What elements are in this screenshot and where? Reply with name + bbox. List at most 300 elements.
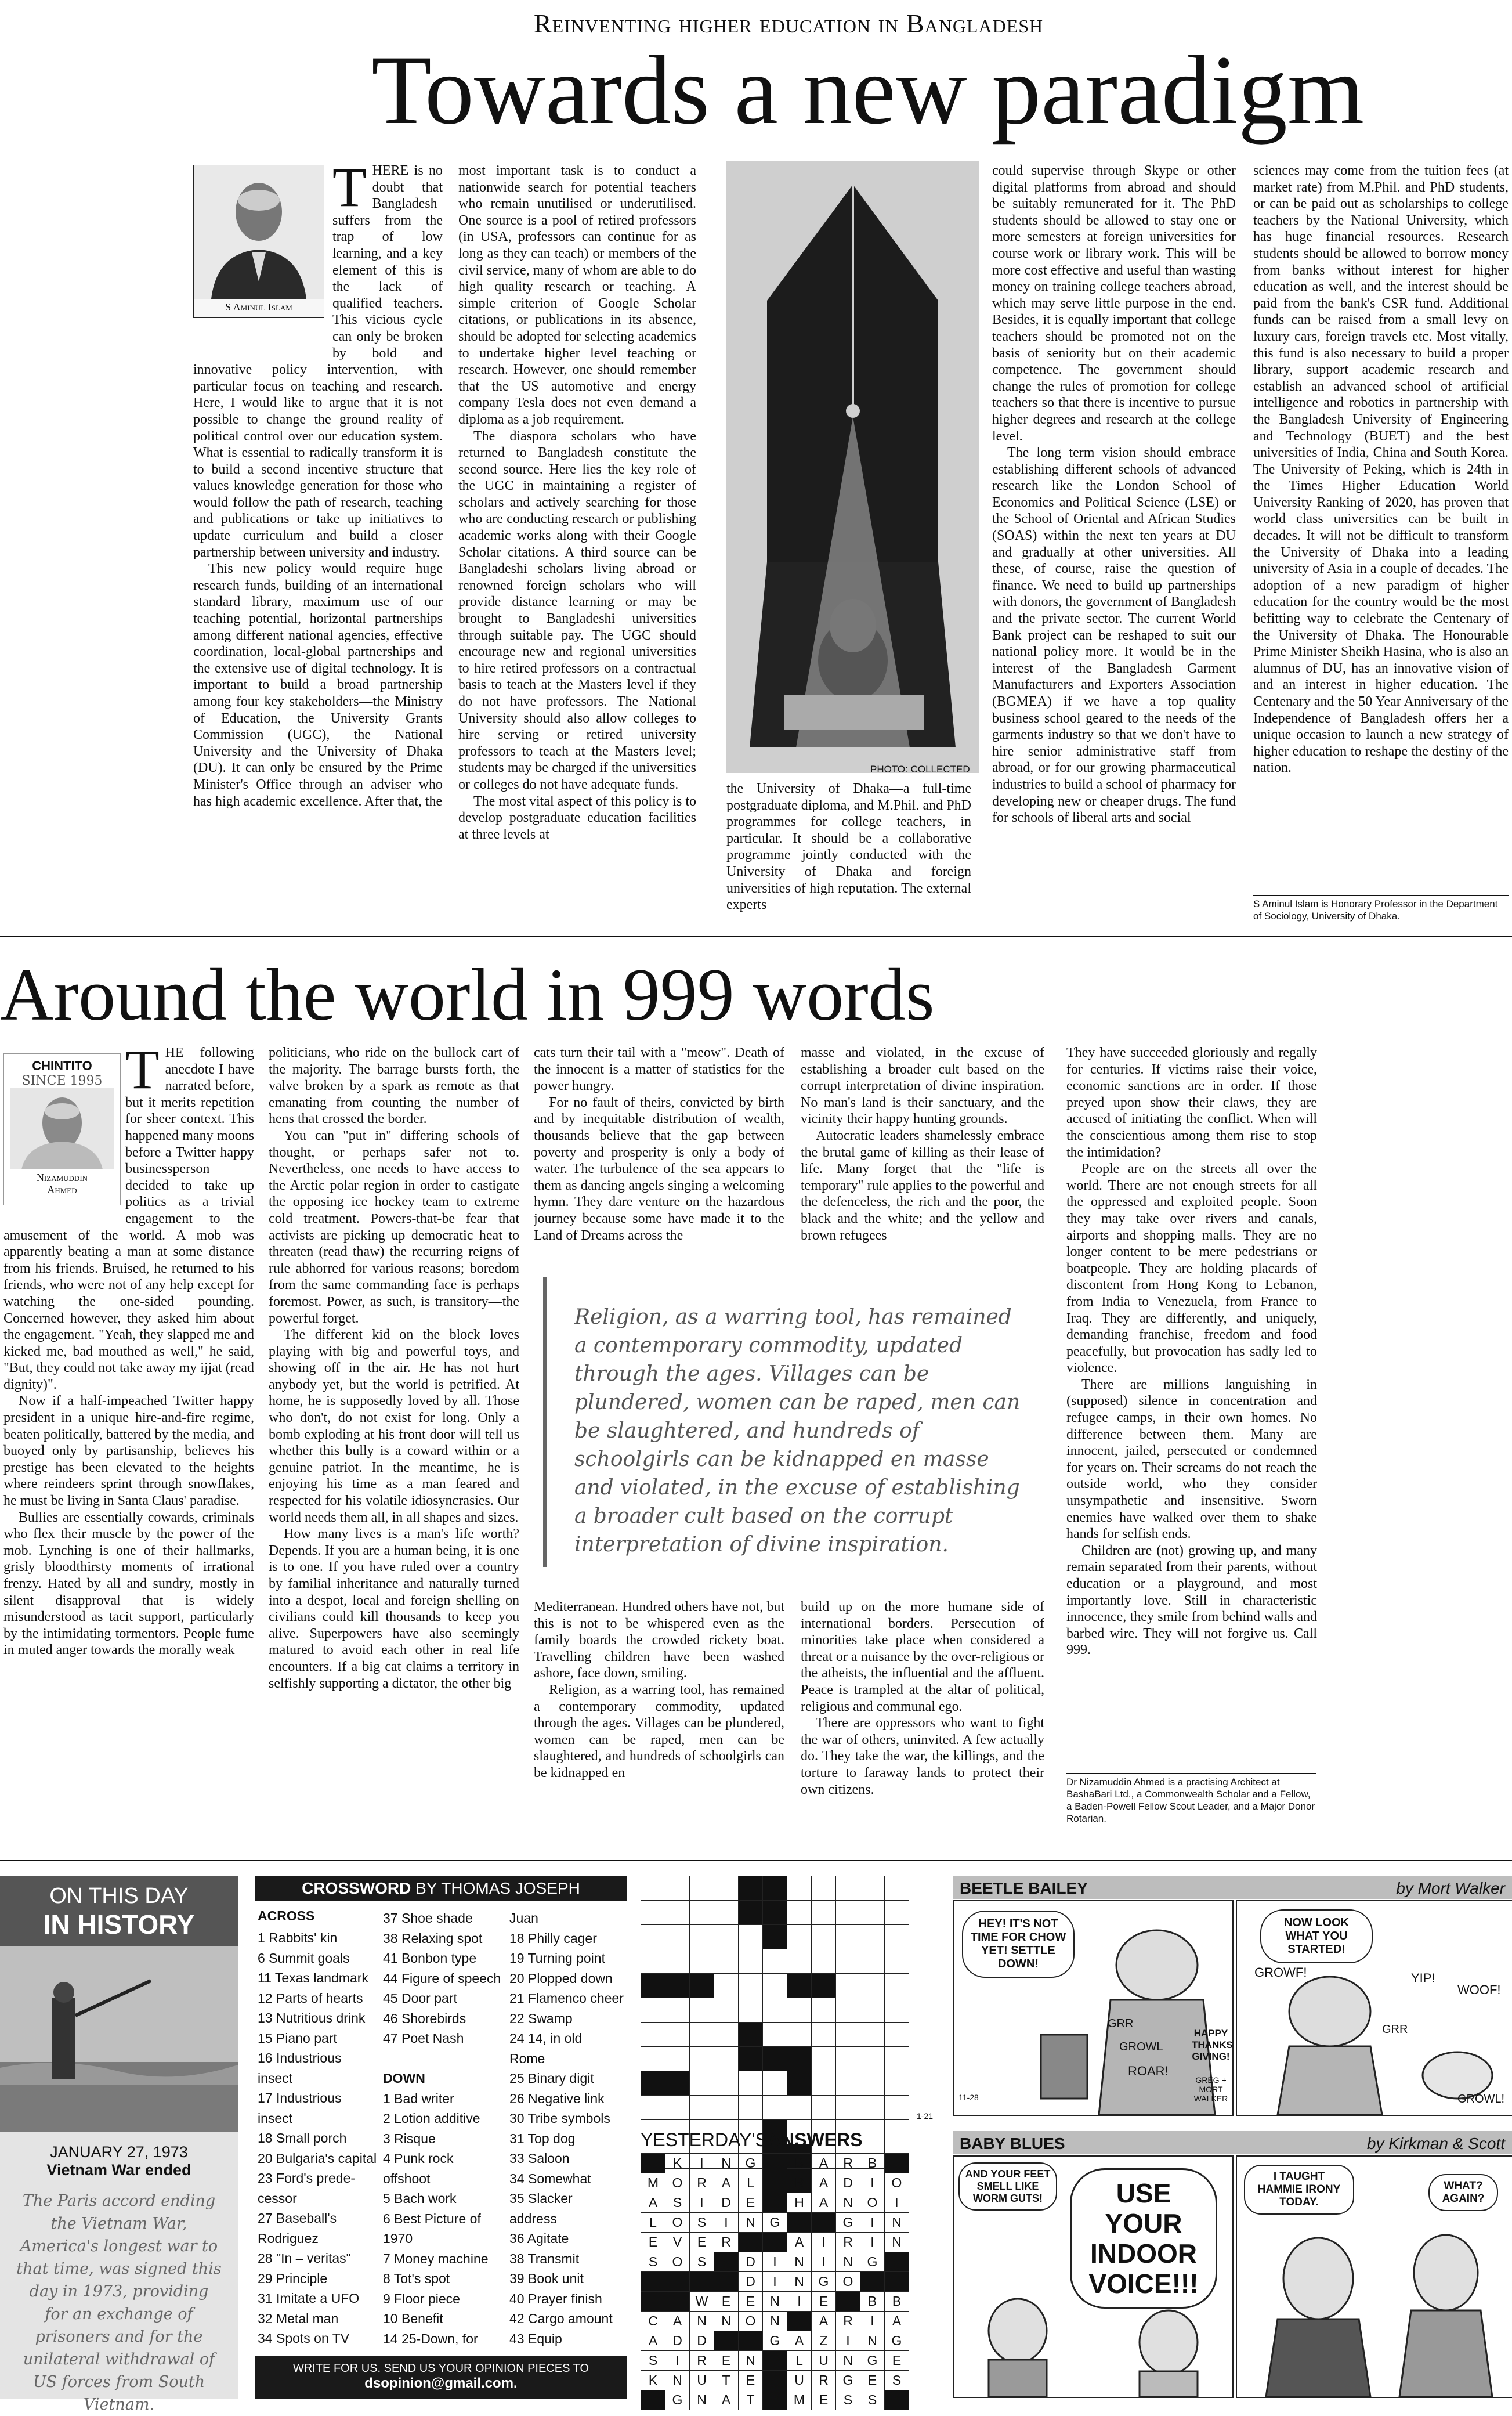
grid-block: [739, 1901, 763, 1925]
grid-cell[interactable]: [690, 1949, 714, 1974]
clue-item: 13 Nutritious drink: [258, 2010, 366, 2025]
grid-cell[interactable]: [641, 2023, 665, 2047]
clue-item: 38 Transmit: [509, 2251, 580, 2266]
grid-cell[interactable]: [787, 1949, 812, 1974]
grid-cell[interactable]: [836, 1974, 860, 1998]
answer-cell: D: [690, 2331, 714, 2351]
clue-item: 20 Bulgaria's capital: [258, 2150, 377, 2166]
answer-cell: M: [641, 2173, 665, 2193]
grid-cell[interactable]: [665, 1998, 690, 2023]
article2-column-3b: [534, 1599, 784, 1825]
answer-cell: R: [836, 2233, 860, 2252]
grid-cell[interactable]: [860, 2120, 885, 2144]
grid-cell[interactable]: [836, 2071, 860, 2096]
answer-cell: L: [787, 2351, 812, 2371]
grid-cell[interactable]: [641, 1901, 665, 1925]
pullquote-bar: [543, 1277, 547, 1567]
answer-cell: N: [836, 2193, 860, 2213]
grid-cell[interactable]: [763, 1949, 787, 1974]
clue-item: 9 Floor piece: [383, 2291, 460, 2306]
grid-cell[interactable]: [714, 1876, 739, 1901]
comic-title: BEETLE BAILEY: [960, 1879, 1088, 1897]
grid-cell[interactable]: [641, 2047, 665, 2071]
section-divider: [0, 1860, 1512, 1861]
answer-cell: I: [763, 2272, 787, 2292]
answer-cell: O: [860, 2193, 885, 2213]
answer-cell: L: [739, 2173, 763, 2193]
answer-cell: A: [812, 2154, 836, 2173]
clue-item: 14 25-Down, for: [383, 2331, 478, 2346]
answer-cell: I: [787, 2292, 812, 2312]
grid-cell[interactable]: [787, 1901, 812, 1925]
baby-blues-panel-2: [1236, 2155, 1512, 2398]
grid-cell[interactable]: [836, 2047, 860, 2071]
clue-item: 31 Top dog: [509, 2130, 576, 2146]
grid-cell[interactable]: [690, 1901, 714, 1925]
grid-cell[interactable]: [885, 1974, 909, 1998]
paragraph: There are millions languishing in (supposed) silence in concentration and refugee camps, in their own homes. No difference between them. Many are innocent, jailed, persecuted or condemned for years on. Their screams do not reach the outside world, who they consider unsympathetic and insensitive. Sworn enemies have walked over them to shake hands for selfish ends.: [1066, 1377, 1317, 1542]
clue-item: 40 Prayer finish: [509, 2291, 602, 2306]
column-since: SINCE 1995: [21, 1074, 103, 1088]
answer-cell: A: [812, 2173, 836, 2193]
answer-cell: G: [860, 2351, 885, 2371]
clue-item: 36 Agitate: [509, 2231, 569, 2246]
grid-cell[interactable]: [860, 1949, 885, 1974]
answer-block: [885, 2252, 909, 2272]
grid-cell[interactable]: [714, 1925, 739, 1949]
sound-effect: GROWF!: [1254, 1965, 1307, 1980]
answer-cell: S: [860, 2390, 885, 2410]
grid-cell[interactable]: [690, 1925, 714, 1949]
answer-block: [885, 2272, 909, 2292]
grid-cell[interactable]: [812, 1998, 836, 2023]
answer-cell: O: [836, 2272, 860, 2292]
grid-cell[interactable]: [739, 1925, 763, 1949]
grid-block: [641, 2071, 665, 2096]
footer-email[interactable]: dsopinion@gmail.com.: [364, 2375, 518, 2391]
article-kicker: Reinventing higher education in Bangladesh: [534, 9, 1044, 38]
paragraph: You can "put in" differing schools of thought, or perhaps safer not to. Nevertheless, one needs to have access to the Arctic polar region in order to castigate the opposing ice hockey team to extreme cold treatment. Powers-that-be fear that activists are picking up democratic heat to threaten (read thaw) the recurring reigns of rule abhorred for various reasons; boredom from the same commanding face is perhaps foremost. Power, as such, is transitory—the powerful forget.: [269, 1128, 519, 1326]
answer-cell: I: [836, 2331, 860, 2351]
clue-item: 21 Flamenco cheer: [509, 1991, 624, 2006]
clue-item: 28 "In – veritas": [258, 2251, 351, 2266]
clue-item: 34 Somewhat: [509, 2171, 591, 2186]
clue-item: 38 Relaxing spot: [383, 1930, 483, 1946]
clue-list: [509, 1908, 625, 2349]
history-header: [0, 1876, 238, 1946]
grid-block: [787, 2071, 812, 2096]
article1-column-3: [726, 781, 971, 920]
answer-cell: N: [885, 2233, 909, 2252]
answer-cell: N: [763, 2312, 787, 2331]
clue-item: offshoot: [383, 2171, 431, 2186]
sound-effect: GRR: [1108, 2017, 1134, 2030]
grid-cell[interactable]: [641, 1949, 665, 1974]
speech-balloon: NOW LOOK WHAT YOU STARTED!: [1260, 1909, 1373, 1963]
clue-item: Rodriguez: [258, 2230, 319, 2246]
grid-block: [763, 2047, 787, 2071]
paragraph: The long term vision should embrace establishing different schools of advanced research like the London School of Economics and Political Science (LSE) or the School of Oriental and African Studies (SOAS) within the next ten years at DU and gradually at other universities. All these, of course, raise the question of finance. We need to build up partnerships with donors, the government of Bangladesh and the private sector. The current World Bank project can be reshaped to suit our national policy more. It would be in the interest of the Bangladesh Garment Manufacturers and Exporters Association (BGMEA) if we have a top quality business school geared to the needs of the garments industry so that we don't have to hire senior administrative staff from abroad, or for our growing pharmaceutical industries to build a school of pharmacy for developing new or cheaper drugs. The fund for schools of liberal arts and social: [992, 445, 1236, 826]
column-name: CHINTITO: [32, 1059, 92, 1073]
article-headline: Towards a new paradigm: [371, 35, 1365, 145]
grid-cell[interactable]: [860, 1901, 885, 1925]
grid-block: [641, 1974, 665, 1998]
grid-cell[interactable]: [787, 2023, 812, 2047]
answer-cell: A: [885, 2312, 909, 2331]
grid-block: [787, 1974, 812, 1998]
grid-cell[interactable]: [787, 1998, 812, 2023]
sound-effect: WOOF!: [1457, 1982, 1501, 1997]
speech-balloon: HEY! IT'S NOT TIME FOR CHOW YET! SETTLE DOWN!: [962, 1911, 1075, 1978]
answer-cell: N: [885, 2213, 909, 2233]
grid-cell[interactable]: [860, 1876, 885, 1901]
grid-cell[interactable]: [739, 2096, 763, 2120]
divider: [1066, 1773, 1316, 1774]
clue-item: 44 Figure of speech: [383, 1970, 501, 1986]
grid-cell[interactable]: [860, 1998, 885, 2023]
answers-label-bold: ANSWERS: [767, 2129, 863, 2150]
paragraph: There are oppressors who want to fight the war of others, uninvited. A few actually do. They take the war, the killings, and the torture to faraway lands to protect their own citizens.: [801, 1716, 1044, 1797]
grid-block: [665, 1974, 690, 1998]
answer-cell: O: [739, 2312, 763, 2331]
answer-cell: A: [787, 2331, 812, 2351]
clue-item: 6 Best Picture of: [383, 2211, 481, 2226]
history-label-main: IN HISTORY: [43, 1909, 195, 1940]
clue-item: cessor: [258, 2190, 297, 2206]
answer-cell: A: [641, 2331, 665, 2351]
grid-cell[interactable]: [714, 1901, 739, 1925]
beetle-bailey-panel-2: [1236, 1900, 1512, 2116]
answer-cell: G: [763, 2213, 787, 2233]
grid-cell[interactable]: [885, 1876, 909, 1901]
answer-cell: N: [690, 2312, 714, 2331]
answer-block: [714, 2331, 739, 2351]
answer-cell: E: [714, 2351, 739, 2371]
grid-cell[interactable]: [690, 2023, 714, 2047]
author-name: Nizamuddin: [36, 1172, 88, 1183]
grid-cell[interactable]: [641, 1925, 665, 1949]
paragraph: The diaspora scholars who have returned to Bangladesh constitute the second source. Here lies the key role of the UGC in maintaining a register of scholars and actively searching for those who are conducting research or publishing academic works along with their Google Scholar citations. A third source can be Bangladeshi scholars living abroad or renowned foreign scholars who will provide distance learning or may be brought to Bangladeshi universities through suitable pay. The UGC should encourage new and regional universities to hire retired professors on a contractual basis to teach at the Masters level if they do not have professors. The National University should also allow colleges to hire serving or retired university professors to teach at the Masters level; students may be charged if the universities or colleges do not have adequate funds.: [458, 428, 696, 792]
grid-cell[interactable]: [763, 2071, 787, 2096]
answer-cell: R: [690, 2173, 714, 2193]
grid-cell[interactable]: [836, 1876, 860, 1901]
history-body: The Paris accord ending the Vietnam War, America's longest war to that time, was signed this day in 1973, providing for an exchange of prisoners and for the unilateral withdrawal of US forces from South Vietnam.: [16, 2192, 222, 2414]
article1-column-2: [458, 162, 696, 917]
clue-item: 33 Saloon: [509, 2151, 570, 2166]
paragraph: Mediterranean. Hundred others have not, but this is not to be whispered even as the family boards the crowded rickety boat. Travelling children have been washed ashore, face down, smiling.: [534, 1599, 784, 1681]
section-divider: [0, 936, 1512, 937]
grid-cell[interactable]: [739, 1974, 763, 1998]
grid-cell[interactable]: [665, 2096, 690, 2120]
grid-cell[interactable]: [641, 1998, 665, 2023]
answer-block: [885, 2154, 909, 2173]
grid-cell[interactable]: [812, 1949, 836, 1974]
history-event: Vietnam War ended: [46, 2161, 191, 2179]
answer-block: [665, 2292, 690, 2312]
clue-item: 34 Spots on TV: [258, 2331, 350, 2346]
grid-cell[interactable]: [836, 2023, 860, 2047]
clue-item: 2 Lotion additive: [383, 2111, 480, 2126]
grid-cell[interactable]: [836, 1998, 860, 2023]
comic-author: by Kirkman & Scott: [1366, 2135, 1505, 2153]
answer-cell: I: [885, 2193, 909, 2213]
paragraph: The different kid on the block loves playing with big and powerful toys, and showing off in the air. He has not hurt anybody yet, but the world is petrified. At home, he is supposedly loved by all. Those who don't, do not exist for long. Only a bomb exploding at his front door will tell us whether this bully is a coward within or a genuine patriot. In the meantime, he is enjoying his time as a man feared and respected for his volatile idiosyncrasies. Our world needs them all, in all shapes and sizes.: [269, 1327, 519, 1525]
clue-item: 30 Tribe symbols: [509, 2111, 610, 2126]
grid-cell[interactable]: [885, 2047, 909, 2071]
grid-cell[interactable]: [714, 2023, 739, 2047]
paragraph: could supervise through Skype or other digital platforms from abroad and should be suitably remunerated for it. The PhD students should be allowed to stay one or more semesters at foreign universities for course work or library work. This will be more cost effective and useful than wasting money on training college teachers abroad, which may serve little purpose in the end. Besides, it is equally important that college teachers should be promoted not on the basis of seniority but on their academic competence. The government should change the rules of promotion for college teachers so that there is incentive to pursue higher degrees and research at the college level.: [992, 163, 1236, 444]
speech-balloon-large: USE YOUR INDOOR VOICE!!!: [1070, 2168, 1217, 2309]
clue-item: 18 Small porch: [258, 2130, 347, 2146]
answer-block: [763, 2154, 787, 2173]
answer-cell: U: [787, 2371, 812, 2390]
answer-block: [763, 2173, 787, 2193]
answer-block: [739, 2331, 763, 2351]
grid-cell[interactable]: [885, 1901, 909, 1925]
grid-block: [739, 2023, 763, 2047]
clue-item: [383, 2049, 505, 2069]
grid-cell[interactable]: [690, 2096, 714, 2120]
answer-cell: I: [860, 2312, 885, 2331]
grid-cell[interactable]: [714, 2071, 739, 2096]
grid-cell[interactable]: [665, 1949, 690, 1974]
grid-cell[interactable]: [690, 2071, 714, 2096]
grid-cell[interactable]: [860, 1925, 885, 1949]
answer-cell: Z: [812, 2331, 836, 2351]
paragraph: the University of Dhaka—a full-time postgraduate diploma, and M.Phil. and PhD programmes for college teachers, in particular. It should be a collaborative programme jointly conducted with the University of Dhaka and foreign universities of high reputation. The external experts: [726, 781, 971, 913]
answer-block: [885, 2390, 909, 2410]
grid-cell[interactable]: [787, 1925, 812, 1949]
grid-cell[interactable]: [690, 2047, 714, 2071]
dropcap: T: [125, 1045, 160, 1100]
grid-cell[interactable]: [885, 1949, 909, 1974]
grid-cell[interactable]: [812, 2047, 836, 2071]
clue-item: 41 Bonbon type: [383, 1951, 477, 1966]
grid-cell[interactable]: [763, 1974, 787, 1998]
answer-block: [665, 2272, 690, 2292]
answer-cell: B: [885, 2292, 909, 2312]
answer-cell: T: [714, 2371, 739, 2390]
grid-cell[interactable]: [714, 2047, 739, 2071]
grid-cell[interactable]: [885, 1925, 909, 1949]
answer-cell: E: [812, 2390, 836, 2410]
history-label-top: ON THIS DAY: [49, 1884, 189, 1908]
grid-cell[interactable]: [812, 2071, 836, 2096]
answer-cell: K: [665, 2154, 690, 2173]
grid-cell[interactable]: [714, 1998, 739, 2023]
answer-block: [812, 2213, 836, 2233]
grid-cell[interactable]: [860, 2023, 885, 2047]
author-name: Ahmed: [47, 1184, 77, 1196]
grid-cell[interactable]: [812, 1876, 836, 1901]
grid-cell[interactable]: [812, 2096, 836, 2120]
grid-cell[interactable]: [739, 1998, 763, 2023]
grid-cell[interactable]: [836, 1925, 860, 1949]
grid-cell[interactable]: [641, 2096, 665, 2120]
answer-cell: S: [836, 2390, 860, 2410]
grid-cell[interactable]: [714, 1949, 739, 1974]
grid-cell[interactable]: [812, 1901, 836, 1925]
grid-cell[interactable]: [739, 2071, 763, 2096]
paragraph: Autocratic leaders shamelessly embrace the brutal game of killing as their lease of life. Many forget that the "life is temporary" rule applies to the powerful and the defenceless, the rich and the poor, the black and the white; and the yellow and brown refugees: [801, 1128, 1044, 1243]
answers-label: YESTERDAY'S: [641, 2129, 768, 2150]
answer-block: [787, 2213, 812, 2233]
answer-cell: R: [812, 2371, 836, 2390]
grid-cell[interactable]: [885, 2096, 909, 2120]
grid-block: [763, 1901, 787, 1925]
answer-cell: U: [690, 2371, 714, 2390]
grid-cell[interactable]: [787, 1876, 812, 1901]
answers-header: [641, 2129, 862, 2151]
answer-block: [787, 2312, 812, 2331]
clue-item: 12 Parts of hearts: [258, 1990, 363, 2006]
paragraph: HERE is no doubt that Bangladesh suffers from the trap of low learning, and a key element of this is the lack of qualified teachers. This vicious cycle can only be broken by bold and innovative policy intervention, with particular focus on teaching and research. Here, I would like to argue that it is not possible to change the ground reality of political control over our education system. What is essential to radically transform it is to build a second incentive structure that values knowledge generation for those who would follow the path of research, teaching and publications or take up initiatives to update curriculum and build a closer partnership between university and industry.: [193, 163, 443, 560]
beetle-bailey-panel-1: [953, 1900, 1234, 2116]
answer-cell: D: [739, 2272, 763, 2292]
answer-block: [641, 2154, 665, 2173]
grid-cell[interactable]: [860, 2096, 885, 2120]
pullquote: Religion, as a warring tool, has remained a contemporary commodity, updated through the ages. Villages can be plundered, women can be raped, men can be slaughtered, and hundreds of schoolgirls can be kidnapped en masse and violated, in the excuse of establishing a broader cult based on the corrupt interpretation of divine inspiration.: [574, 1305, 1021, 1557]
speech-balloon: AND YOUR FEET SMELL LIKE WORM GUTS!: [958, 2162, 1057, 2211]
paragraph: cats turn their tail with a "meow". Death of the innocent is a matter of statistics for the power hungry.: [534, 1045, 784, 1094]
grid-cell[interactable]: [763, 2023, 787, 2047]
answer-cell: N: [763, 2292, 787, 2312]
paragraph: Religion, as a warring tool, has remained a contemporary commodity, updated through the ages. Villages can be plundered, women can be raped, men can be slaughtered, and hundreds of schoolgirls can be kidnapped en: [534, 1682, 784, 1781]
answer-cell: U: [812, 2351, 836, 2371]
answer-cell: O: [885, 2173, 909, 2193]
paragraph: masse and violated, in the excuse of establishing a broader cult based on the corrupt interpretation of divine inspiration. No man's land is their sanctuary, and the vicinity their happy hunting grounds.: [801, 1045, 1044, 1127]
clue-item: 42 Cargo amount: [509, 2311, 613, 2326]
answer-block: [714, 2252, 739, 2272]
answer-cell: O: [665, 2173, 690, 2193]
clue-item: 26 Negative link: [509, 2090, 605, 2106]
article2-column-5: [1066, 1045, 1317, 1764]
answer-cell: I: [860, 2213, 885, 2233]
grid-cell[interactable]: [885, 2120, 909, 2144]
answer-cell: N: [739, 2213, 763, 2233]
sound-effect: YIP!: [1411, 1971, 1435, 1985]
clue-item: 31 Imitate a UFO: [258, 2291, 360, 2306]
grid-cell[interactable]: [836, 1901, 860, 1925]
grid-block: [763, 1925, 787, 1949]
paragraph: Now if a half-impeached Twitter happy president in a unique hire-and-fire regime, beaten politically, battered by the media, and buoyed only by partisanship, believes his prestige has been elevated to the heights where reindeers sprint through snowflakes, he must be living in Santa Claus' paradise.: [3, 1393, 254, 1509]
answer-cell: N: [860, 2331, 885, 2351]
clue-item: 18 Philly cager: [509, 1930, 597, 1946]
grid-cell[interactable]: [885, 1998, 909, 2023]
answers-grid: [641, 2153, 909, 2410]
grid-cell[interactable]: [641, 1876, 665, 1901]
sarge-figure: [954, 1901, 1232, 2115]
answer-cell: N: [714, 2154, 739, 2173]
clue-item: 1 Bad writer: [383, 2090, 454, 2106]
answer-cell: G: [763, 2331, 787, 2351]
grid-cell[interactable]: [860, 2071, 885, 2096]
clue-item: 45 Door part: [383, 1991, 457, 2006]
beetle-bailey-header: [953, 1876, 1512, 1899]
answer-block: [641, 2292, 665, 2312]
grid-block: [739, 1876, 763, 1901]
clue-item: 20 Plopped down: [509, 1970, 613, 1986]
artist-signature: GREG + MORT WALKER: [1193, 2075, 1228, 2103]
sound-effect: GRR: [1382, 2023, 1408, 2036]
article2-column-2: [269, 1045, 519, 1822]
dogs-figure: [1237, 1901, 1512, 2115]
grid-cell[interactable]: [860, 2047, 885, 2071]
answer-cell: S: [690, 2252, 714, 2272]
answer-cell: I: [860, 2233, 885, 2252]
clue-item: 11 Texas landmark: [258, 1970, 368, 1985]
speech-balloon: WHAT? AGAIN?: [1428, 2174, 1498, 2211]
answer-cell: G: [739, 2154, 763, 2173]
answer-cell: N: [714, 2312, 739, 2331]
answer-cell: N: [787, 2272, 812, 2292]
grid-cell[interactable]: [690, 1876, 714, 1901]
grid-cell[interactable]: [836, 1949, 860, 1974]
pen-nib-illustration: [726, 161, 979, 773]
answer-cell: A: [812, 2312, 836, 2331]
grid-cell[interactable]: [665, 2047, 690, 2071]
answer-block: [690, 2272, 714, 2292]
answer-cell: A: [714, 2390, 739, 2410]
answer-block: [763, 2371, 787, 2390]
answer-cell: R: [714, 2233, 739, 2252]
grid-block: [812, 1974, 836, 1998]
answer-cell: R: [787, 2173, 812, 2193]
clue-item: DOWN: [383, 2071, 425, 2086]
answer-cell: E: [860, 2371, 885, 2390]
grid-cell[interactable]: [714, 2096, 739, 2120]
history-box: [0, 1876, 238, 2414]
answer-cell: N: [836, 2351, 860, 2371]
answer-cell: A: [787, 2233, 812, 2252]
grid-cell[interactable]: [885, 2071, 909, 2096]
footer-line-1: WRITE FOR US. SEND US YOUR OPINION PIECES TO: [292, 2362, 589, 2375]
grid-cell[interactable]: [665, 2023, 690, 2047]
grid-cell[interactable]: [860, 1974, 885, 1998]
answer-cell: L: [641, 2213, 665, 2233]
answer-block: [763, 2233, 787, 2252]
grid-cell[interactable]: [812, 2023, 836, 2047]
grid-cell[interactable]: [812, 1925, 836, 1949]
clue-item: 39 Book unit: [509, 2271, 584, 2286]
grid-cell[interactable]: [885, 2023, 909, 2047]
answer-cell: D: [665, 2331, 690, 2351]
paragraph: For no fault of theirs, convicted by birth and by inequitable distribution of wealth, thousands believe that the gap between poverty and prosperity is only a body of water. The turbulence of the sea appears to them as dancing angels singing a welcoming hymn. They dare venture on the hazardous journey because some have made it to the Land of Dreams across the: [534, 1095, 784, 1243]
grid-cell[interactable]: [665, 1901, 690, 1925]
grid-cell[interactable]: [763, 1998, 787, 2023]
parents-figures: [1237, 2157, 1512, 2397]
grid-cell[interactable]: [665, 1876, 690, 1901]
clue-item: address: [509, 2211, 557, 2226]
answer-block: [763, 2193, 787, 2213]
article1-column-4: [992, 162, 1236, 917]
grid-cell[interactable]: [836, 2096, 860, 2120]
author-note: S Aminul Islam is Honorary Professor in the Department of Sociology, University of Dhaka.: [1253, 898, 1498, 922]
article2-column-3: [534, 1045, 784, 1271]
answer-block: [641, 2390, 665, 2410]
answer-cell: H: [787, 2193, 812, 2213]
grid-cell[interactable]: [690, 1998, 714, 2023]
grid-cell[interactable]: [763, 2096, 787, 2120]
clue-item: 43 Equip: [509, 2331, 562, 2346]
grid-cell[interactable]: [739, 1949, 763, 1974]
answer-cell: E: [739, 2292, 763, 2312]
clue-item: 47 Poet Nash: [383, 2031, 464, 2046]
grid-cell[interactable]: [714, 1974, 739, 1998]
paragraph: politicians, who ride on the bullock cart of the majority. The barrage bursts forth, the valve broken by a spark as remote as that emanating from counting the number of hens that crossed the border.: [269, 1045, 519, 1127]
grid-cell[interactable]: [787, 2096, 812, 2120]
grid-cell[interactable]: [665, 1925, 690, 1949]
